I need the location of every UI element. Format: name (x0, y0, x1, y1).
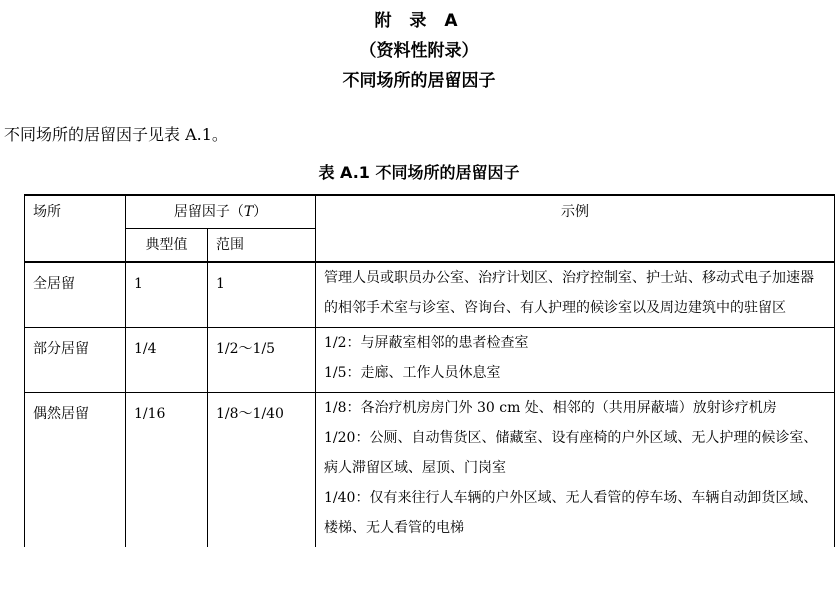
appendix-kind: （资料性附录） (359, 41, 479, 61)
example-line: 1/20：公厕、自动售货区、储藏室、设有座椅的户外区域、无人护理的候诊室、病人滞留区域、屋顶、门岗室 (324, 430, 818, 476)
cell-typical-value: 1 (126, 262, 208, 328)
table-row (25, 262, 835, 328)
cell-place: 全居留 (25, 262, 126, 328)
cell-example (316, 328, 835, 393)
cell-place: 偶然居留 (25, 393, 126, 548)
appendix-title: 不同场所的居留因子 (342, 71, 496, 91)
table-row (25, 328, 835, 393)
example-line: 1/5：走廊、工作人员休息室 (324, 365, 501, 381)
header-range: 范围 (208, 229, 316, 263)
appendix-label: 附 录 A (374, 11, 464, 31)
cell-place: 部分居留 (25, 328, 126, 393)
cell-example (316, 393, 835, 548)
cell-range: 1 (208, 262, 316, 328)
example-line: 1/8：各治疗机房房门外 30 cm 处、相邻的（共用屏蔽墙）放射诊疗机房 (324, 400, 777, 416)
cell-example (316, 262, 835, 328)
header-factor-prefix: 居留因子（ (173, 204, 244, 220)
intro-paragraph: 不同场所的居留因子见表 A.1。 (4, 125, 228, 144)
example-line: 1/2：与屏蔽室相邻的患者检查室 (324, 335, 529, 351)
header-factor-suffix: ） (253, 204, 268, 220)
cell-range: 1/2～1/5 (208, 328, 316, 393)
cell-typical-value: 1/16 (126, 393, 208, 548)
table-row (25, 393, 835, 548)
cell-range: 1/8～1/40 (208, 393, 316, 548)
header-example: 示例 (316, 195, 835, 262)
table-caption: 表 A.1 不同场所的居留因子 (318, 163, 520, 182)
header-occupancy-factor (126, 195, 316, 229)
occupancy-factor-table (24, 194, 835, 547)
example-line: 管理人员或职员办公室、治疗计划区、治疗控制室、护士站、移动式电子加速器的相邻手术室与诊室、咨询台、有人护理的候诊室以及周边建筑中的驻留区 (324, 270, 814, 316)
header-place: 场所 (25, 195, 126, 262)
header-factor-symbol: T (243, 204, 254, 220)
cell-typical-value: 1/4 (126, 328, 208, 393)
example-line: 1/40：仅有来往行人车辆的户外区域、无人看管的停车场、车辆自动卸货区域、楼梯、无人看管的电梯 (324, 490, 818, 536)
header-typical-value: 典型值 (126, 229, 208, 263)
